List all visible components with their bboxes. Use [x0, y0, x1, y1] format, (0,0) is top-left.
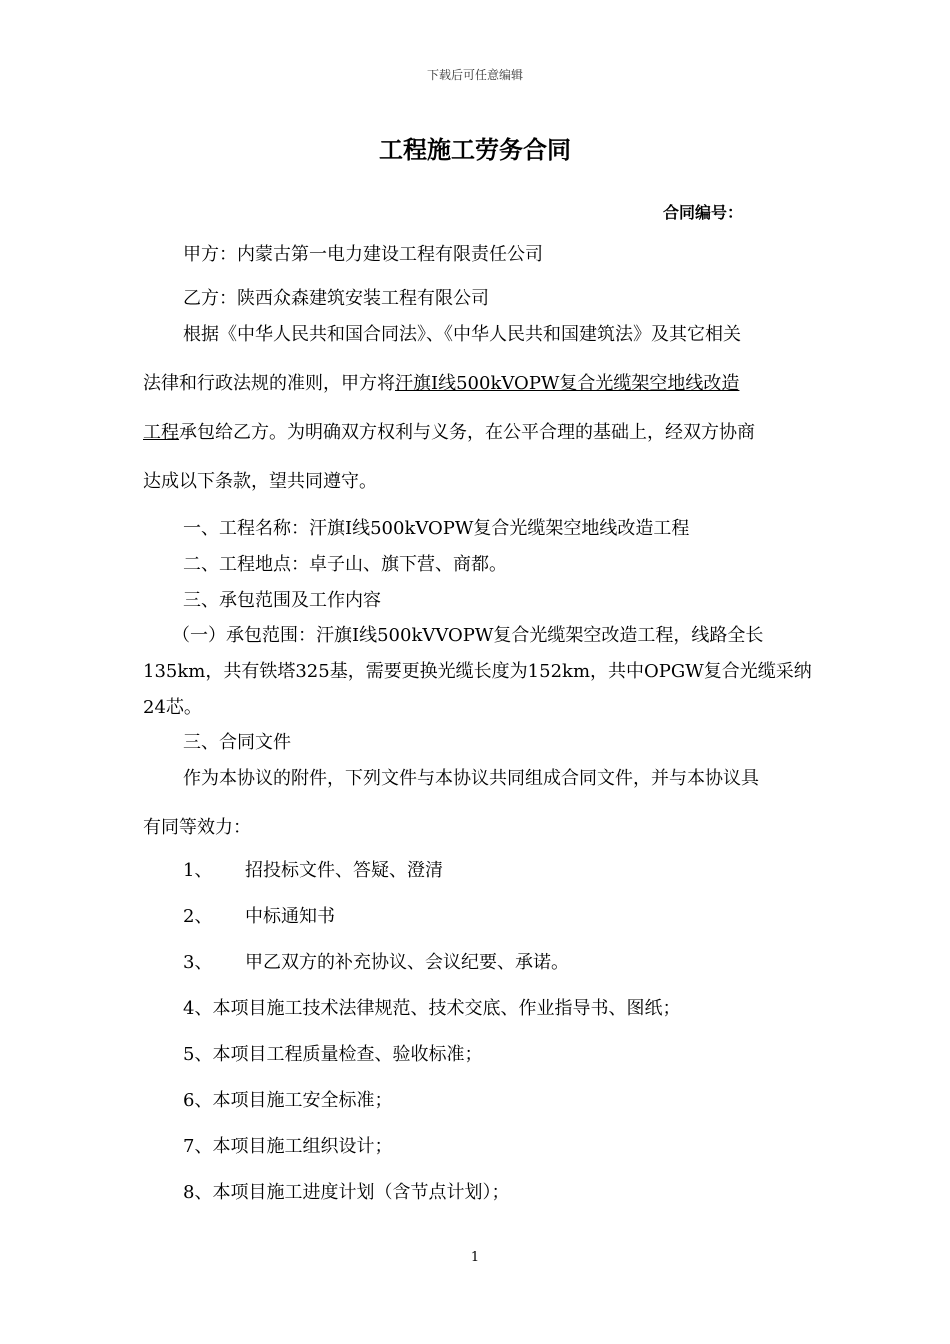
list-item: [183, 856, 848, 882]
contract-number-label: 合同编号：: [663, 203, 744, 222]
list-item-number: 1、: [183, 860, 213, 881]
intro-line-4: 达成以下条款，望共同遵守。: [143, 471, 377, 492]
list-item-text: 甲乙双方的补充协议、会议纪要、承诺。: [245, 952, 569, 973]
intro-line-1: 根据《中华人民共和国合同法》、《中华人民共和国建筑法》及其它相关: [183, 324, 741, 345]
list-item: 6、本项目施工安全标准；: [183, 1090, 393, 1111]
project-name-underlined-end: 工程: [143, 422, 179, 443]
page-number: 1: [470, 1250, 480, 1265]
list-item-text: 招投标文件、答疑、澄清: [245, 860, 443, 881]
list-item: 8、本项目施工进度计划（含节点计划）；: [183, 1182, 510, 1203]
header-note: 下载后可任意编辑: [426, 68, 523, 82]
section-3-1-line-3: 24芯。: [143, 697, 202, 718]
section-3: 三、承包范围及工作内容: [183, 590, 381, 611]
section-4-line-1: 作为本协议的附件，下列文件与本协议共同组成合同文件，并与本协议具: [183, 768, 759, 789]
section-3-1-line-2: 135km，共有铁塔325基，需要更换光缆长度为152km，共中OPGW复合光缆采纳: [143, 661, 812, 682]
section-3-1-line-1: （一）承包范围：汗旗Ⅰ线500kVVOPW复合光缆架空改造工程，线路全长: [172, 625, 764, 646]
section-1: 一、工程名称：汗旗Ⅰ线500kVOPW复合光缆架空地线改造工程: [183, 518, 690, 539]
intro-line-2: [143, 369, 808, 395]
list-item: [183, 902, 848, 928]
list-item: 7、本项目施工组织设计；: [183, 1136, 393, 1157]
intro-line-3-text: 承包给乙方。为明确双方权利与义务，在公平合理的基础上，经双方协商: [179, 422, 755, 443]
section-4: 三、合同文件: [183, 732, 291, 753]
list-item-number: 3、: [183, 952, 213, 973]
intro-line-2-text: 法律和行政法规的准则，甲方将: [143, 373, 395, 394]
party-a: 甲方：内蒙古第一电力建设工程有限责任公司: [183, 244, 543, 265]
list-item: 4、本项目施工技术法律规范、技术交底、作业指导书、图纸；: [183, 998, 681, 1019]
list-item: 5、本项目工程质量检查、验收标准；: [183, 1044, 483, 1065]
project-name-underlined: 汗旗Ⅰ线500kVOPW复合光缆架空地线改造: [395, 373, 740, 394]
section-4-line-2: 有同等效力：: [143, 817, 251, 838]
section-2: 二、工程地点：卓子山、旗下营、商都。: [183, 554, 507, 575]
list-item: [183, 948, 848, 974]
intro-line-3: [143, 418, 808, 444]
document-title: 工程施工劳务合同: [379, 136, 571, 164]
list-item-number: 2、: [183, 906, 213, 927]
party-b: 乙方：陕西众森建筑安装工程有限公司: [183, 288, 489, 309]
list-item-text: 中标通知书: [245, 906, 335, 927]
